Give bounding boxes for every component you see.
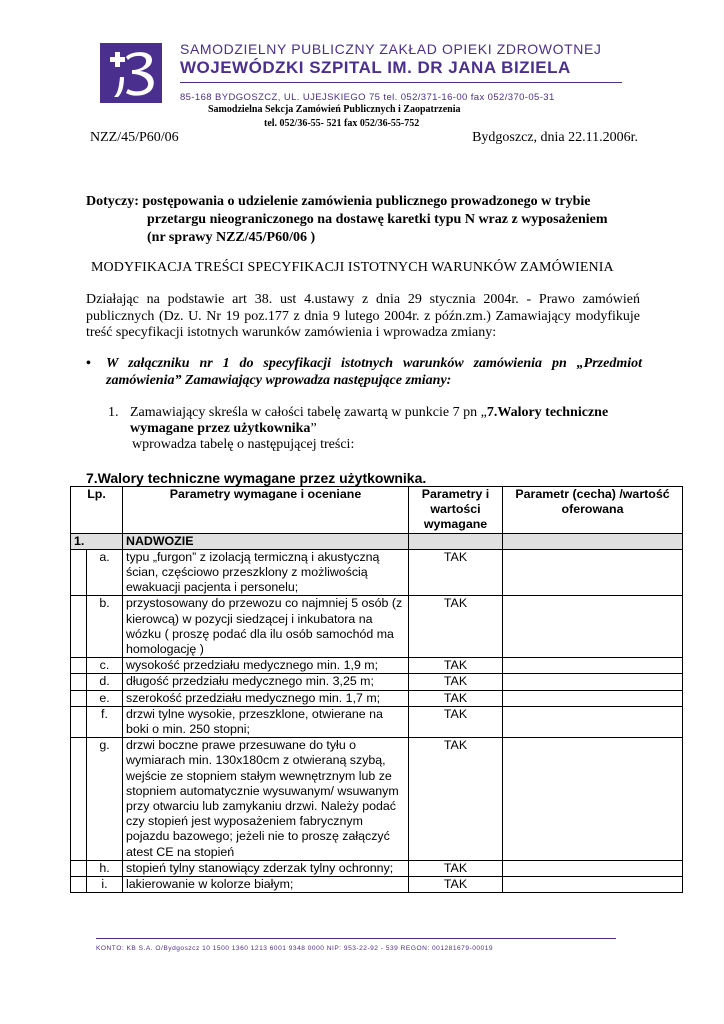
letterhead-address: 85-168 BYDGOSZCZ, UL. UJEJSKIEGO 75 tel. 052/371-16-00 fax 052/370-05-31 (180, 92, 555, 103)
row-offered (503, 860, 683, 876)
letterhead-hospital-name: WOJEWÓDZKI SZPITAL IM. DR JANA BIZIELA (180, 58, 571, 77)
row-required: TAK (409, 877, 503, 893)
document-date: Bydgoszcz, dnia 22.11.2006r. (472, 130, 638, 145)
row-indent (71, 549, 87, 596)
row-param-text: lakierowanie w kolorze białym; (123, 877, 409, 893)
subject-line-3: (nr sprawy NZZ/45/P60/06 ) (147, 230, 316, 245)
row-offered (503, 549, 683, 596)
footer-bank-info: KONTO: KB S.A. O/Bydgoszcz 10 1500 1360 1213 6001 9348 0000 NIP: 953-22-92 - 539 REGON: 001281679-00019 (96, 945, 494, 952)
item-text-bold: 7.Walory techniczne wymagane przez użytkownika (130, 405, 609, 436)
row-param-text: przystosowany do przewozu co najmniej 5 osób (z kierowcą) w pozycji siedzącej i inkubatora na wózku ( proszę podać dla ilu osób samochód ma homologację ) (123, 596, 409, 658)
row-indent (71, 860, 87, 876)
section-row (71, 533, 683, 549)
row-lp: a. (87, 549, 123, 596)
row-offered (503, 877, 683, 893)
row-offered (503, 706, 683, 737)
letterhead-divider (180, 82, 622, 83)
row-required: TAK (409, 860, 503, 876)
modification-title: MODYFIKACJA TREŚCI SPECYFIKACJI ISTOTNYCH WARUNKÓW ZAMÓWIENIA (91, 260, 614, 275)
header-offered: Parametr (cecha) /wartość oferowana (503, 487, 683, 534)
bullet-text: W załączniku nr 1 do specyfikacji istotnych warunków zamówienia pn „Przedmiot zamówienia” Zamawiający wprowadza następujące zmiany: (106, 356, 642, 388)
item-text-line-2: wprowadza tabelę o następującej treści: (132, 437, 355, 452)
hospital-logo-icon (100, 43, 162, 103)
row-offered (503, 596, 683, 658)
table-row (71, 658, 683, 674)
intro-paragraph: Działając na podstawie art 38. ust 4.ustawy z dnia 29 stycznia 2004r. - Prawo zamówień publicznych (Dz. U. Nr 19 poz.177 z dnia 9 lutego 2004r. z późn.zm.) Zamawiający modyfikuje treść specyfikacji istotnych warunków zamówienia i wprowadza zmiany: (86, 292, 640, 340)
row-required: TAK (409, 549, 503, 596)
row-lp: e. (87, 690, 123, 706)
table-heading: 7.Walory techniczne wymagane przez użytkownika. (86, 470, 427, 486)
item-text (108, 405, 642, 437)
letterhead-institution: SAMODZIELNY PUBLICZNY ZAKŁAD OPIEKI ZDROWOTNEJ (180, 41, 602, 57)
row-param-text: wysokość przedziału medycznego min. 1,9 m; (123, 658, 409, 674)
row-required: TAK (409, 690, 503, 706)
bullet-point (86, 355, 642, 389)
table-row (71, 877, 683, 893)
row-lp: h. (87, 860, 123, 876)
row-lp: c. (87, 658, 123, 674)
row-indent (71, 877, 87, 893)
row-required: TAK (409, 706, 503, 737)
row-lp: b. (87, 596, 123, 658)
row-required: TAK (409, 738, 503, 861)
row-indent (71, 596, 87, 658)
letterhead-department: Samodzielna Sekcja Zamówień Publicznych i Zaopatrzenia (208, 104, 461, 115)
numbered-item (108, 405, 642, 453)
row-required: TAK (409, 596, 503, 658)
section-offered-cell (503, 533, 683, 549)
table-row (71, 690, 683, 706)
item-number: 1. (108, 405, 119, 420)
subject-block (86, 193, 646, 247)
row-param-text: typu „furgon” z izolacją termiczną i akustyczną ścian, częściowo przeszklony z możliwością ewakuacji pacjenta i personelu; (123, 549, 409, 596)
letterhead-department-phone: tel. 052/36-55- 521 fax 052/36-55-752 (264, 118, 420, 129)
table-row (71, 706, 683, 737)
reference-number: NZZ/45/P60/06 (90, 130, 179, 145)
footer-divider (96, 938, 616, 939)
row-required: TAK (409, 658, 503, 674)
row-indent (71, 738, 87, 861)
row-lp: f. (87, 706, 123, 737)
table-row (71, 738, 683, 861)
row-required: TAK (409, 674, 503, 690)
subject-line-2: przetargu nieograniczonego na dostawę karetki typu N wraz z wyposażeniem (147, 212, 608, 227)
row-offered (503, 658, 683, 674)
row-param-text: szerokość przedziału medycznego min. 1,7 m; (123, 690, 409, 706)
header-required: Parametry i wartości wymagane (409, 487, 503, 534)
row-indent (71, 658, 87, 674)
row-indent (71, 690, 87, 706)
row-indent (71, 706, 87, 737)
row-lp: d. (87, 674, 123, 690)
section-title: NADWOZIE (123, 533, 409, 549)
header-lp: Lp. (71, 487, 123, 534)
hospital-logo (100, 43, 162, 103)
table-row (71, 860, 683, 876)
table-header-row (71, 487, 683, 534)
row-indent (71, 674, 87, 690)
row-lp: g. (87, 738, 123, 861)
bullet-dot-icon: • (86, 356, 91, 371)
row-param-text: drzwi boczne prawe przesuwane do tyłu o wymiarach min. 130x180cm z otwieraną szybą, wejście ze stopniem stałym wewnętrznym lub ze stopniem automatycznie wysuwanym/ wsuwanym przy otwarciu lub zamykaniu drzwi. Należy podać czy stopień jest wyposażeniem fabrycznym pojazdu bazowego; jeżeli nie to proszę załączyć atest CE na stopień (123, 738, 409, 861)
section-number: 1. (71, 533, 123, 549)
row-lp: i. (87, 877, 123, 893)
subject-line-1: Dotyczy: postępowania o udzielenie zamówienia publicznego prowadzonego w trybie (86, 194, 591, 209)
section-required-cell (409, 533, 503, 549)
table-row (71, 549, 683, 596)
requirements-table (70, 486, 683, 893)
table-row (71, 674, 683, 690)
row-offered (503, 674, 683, 690)
item-text-after: ” (310, 421, 317, 436)
row-param-text: stopień tylny stanowiący zderzak tylny ochronny; (123, 860, 409, 876)
header-params: Parametry wymagane i oceniane (123, 487, 409, 534)
item-text-before: Zamawiający skreśla w całości tabelę zawartą w punkcie 7 pn „ (130, 405, 487, 420)
row-offered (503, 738, 683, 861)
row-param-text: długość przedziału medycznego min. 3,25 m; (123, 674, 409, 690)
row-offered (503, 690, 683, 706)
table-row (71, 596, 683, 658)
row-param-text: drzwi tylne wysokie, przeszklone, otwierane na boki o min. 250 stopni; (123, 706, 409, 737)
